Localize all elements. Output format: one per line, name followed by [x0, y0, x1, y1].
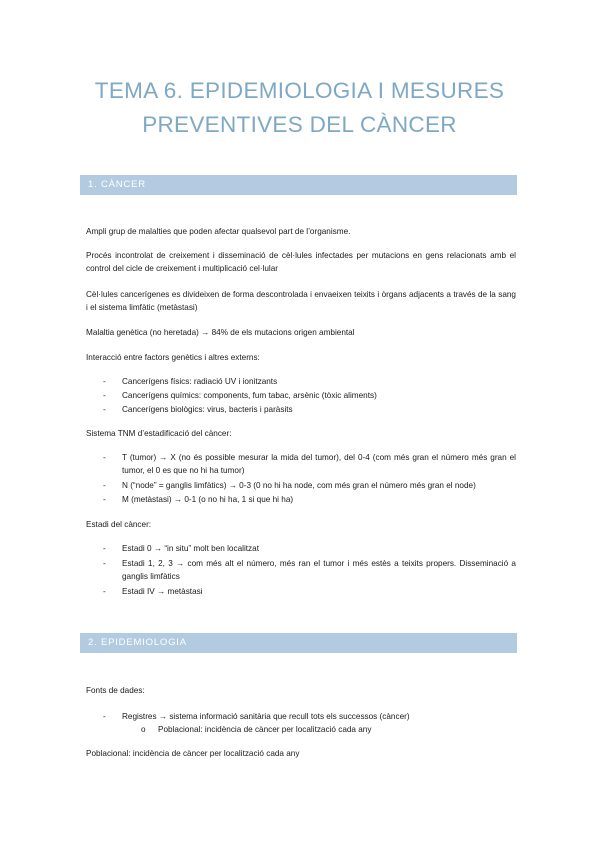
dash-bullet: -	[103, 405, 106, 414]
title-line-2: PREVENTIVES DEL CÀNCER	[142, 112, 457, 137]
list-item-text: Estadi IV → metàstasi	[122, 587, 203, 596]
list-item-text: Cancerígens químics: components, fum tabac, arsènic (tòxic aliments)	[122, 391, 377, 400]
list-item-text: Estadi 1, 2, 3 → com més alt el número, més ran el tumor i més estès a teixits propers. Disseminació a ganglis limfàtics	[122, 559, 516, 581]
paragraph: Malaltia genètica (no heretada) → 84% de els mutacions origen ambiental	[86, 328, 355, 337]
dash-bullet: -	[103, 712, 106, 721]
paragraph: Ampli grup de malalties que poden afectar qualsevol part de l’organisme.	[86, 227, 351, 236]
list-item-text: T (tumor) → X (no és possible mesurar la mida del tumor), del 0-4 (com més gran el número més gran el tumor, el 0 es que no hi ha tumor)	[122, 453, 516, 475]
paragraph: Sistema TNM d’estadificació del càncer:	[86, 429, 232, 438]
section-heading-epidemiologia: 2. EPIDEMIOLOGIA	[80, 633, 517, 653]
paragraph: Poblacional: incidència de càncer per localització cada any	[86, 749, 300, 758]
list-item-text: Estadi 0 → “in situ” molt ben localitzat	[122, 544, 259, 553]
sub-list-item-text: Poblacional: incidència de càncer per localització cada any	[158, 725, 372, 734]
paragraph: Interacció entre factors genètics i altres externs:	[86, 353, 260, 362]
document-title	[60, 74, 539, 142]
dash-bullet: -	[103, 559, 106, 568]
circle-bullet: o	[141, 725, 146, 734]
paragraph: Procés incontrolat de creixement i disseminació de cèl·lules infectades per mutacions en gens relacionats amb el control del cicle de creixement i multiplicació cel·lular	[86, 251, 516, 273]
section-heading-cancer: 1. CÀNCER	[80, 175, 517, 195]
title-line-1: TEMA 6. EPIDEMIOLOGIA I MESURES	[94, 78, 505, 103]
dash-bullet: -	[103, 391, 106, 400]
dash-bullet: -	[103, 481, 106, 490]
dash-bullet: -	[103, 453, 106, 462]
dash-bullet: -	[103, 587, 106, 596]
list-item-text: Cancerígens físics: radiació UV i ionitzants	[122, 377, 278, 386]
paragraph: Cèl·lules cancerígenes es divideixen de forma descontrolada i envaeixen teixits i òrgans adjacents a través de la sang i el sistema limfàtic (metàstasi)	[86, 290, 516, 312]
dash-bullet: -	[103, 377, 106, 386]
list-item-text: N (“node” = ganglis limfàtics) → 0-3 (0 no hi ha node, com més gran el número més gran el node)	[122, 481, 476, 490]
dash-bullet: -	[103, 495, 106, 504]
paragraph: Estadi del càncer:	[86, 520, 152, 529]
dash-bullet: -	[103, 544, 106, 553]
list-item-text: Cancerígens biològics: virus, bacteris i paràsits	[122, 405, 293, 414]
paragraph: Fonts de dades:	[86, 686, 145, 695]
list-item-text: Registres → sistema informació sanitària que recull tots els successos (càncer)	[122, 712, 410, 721]
list-item-text: M (metàstasi) → 0-1 (o no hi ha, 1 si que hi ha)	[122, 495, 294, 504]
